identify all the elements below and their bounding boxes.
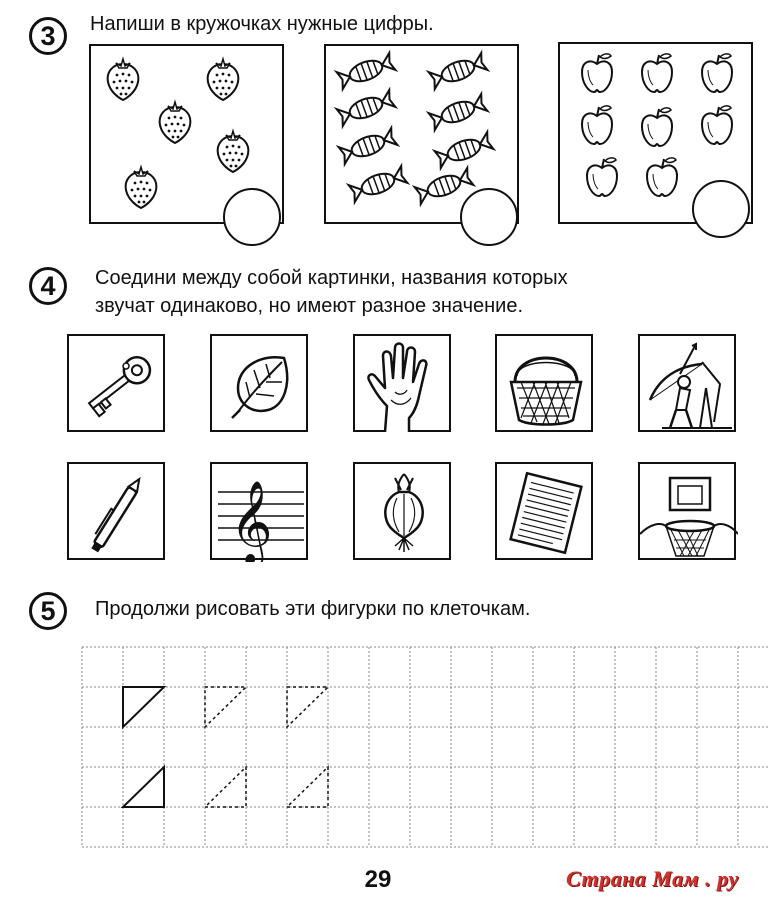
card-basket[interactable] bbox=[495, 334, 593, 432]
candy-icon bbox=[339, 128, 398, 164]
pen-icon bbox=[69, 464, 167, 562]
apple-icon bbox=[582, 106, 612, 144]
apple-icon bbox=[642, 108, 672, 146]
apple-icon bbox=[582, 54, 612, 92]
card-archer[interactable] bbox=[638, 334, 736, 432]
candy-icon bbox=[435, 132, 494, 168]
card-paper-sheet[interactable] bbox=[495, 462, 593, 560]
archer-icon bbox=[640, 336, 738, 434]
grid-svg bbox=[80, 645, 768, 850]
candy-icon bbox=[337, 53, 396, 89]
grid-lines bbox=[82, 647, 768, 847]
strawberry-icon bbox=[208, 59, 239, 100]
apple-icon bbox=[587, 158, 617, 196]
candy-icon bbox=[349, 166, 408, 202]
paper-sheet-icon bbox=[497, 464, 595, 562]
strawberry-icon bbox=[218, 131, 249, 172]
apple-icon bbox=[702, 106, 732, 144]
card-treble-clef[interactable] bbox=[210, 462, 308, 560]
onion-icon bbox=[355, 464, 453, 562]
dashed-triangle-top bbox=[205, 687, 246, 727]
task-5-number: 5 bbox=[29, 592, 67, 630]
card-leaf[interactable] bbox=[210, 334, 308, 432]
card-pen[interactable] bbox=[67, 462, 165, 560]
dashed-triangle-bottom bbox=[287, 767, 328, 807]
apple-icon bbox=[647, 158, 677, 196]
task-4-instruction-line1: Соедини между собой картинки, названия которых bbox=[95, 267, 568, 289]
candy-icon bbox=[415, 168, 474, 204]
task-4-instruction-line2: звучат одинаково, но имеют разное значение. bbox=[95, 295, 524, 317]
strawberry-answer-circle[interactable] bbox=[223, 188, 281, 246]
key-icon bbox=[69, 336, 167, 434]
leaf-icon bbox=[212, 336, 310, 434]
card-key[interactable] bbox=[67, 334, 165, 432]
drawing-grid[interactable] bbox=[80, 645, 768, 855]
solid-triangle-top bbox=[123, 687, 164, 727]
svg-text:𝄞: 𝄞 bbox=[230, 479, 273, 562]
candy-count-box bbox=[324, 44, 519, 224]
apple-icon bbox=[642, 54, 672, 92]
strawberry-icon bbox=[108, 59, 139, 100]
strawberry-icon bbox=[126, 167, 157, 208]
task-3-number: 3 bbox=[29, 17, 67, 55]
card-basketball-hoop[interactable] bbox=[638, 462, 736, 560]
apple-icon bbox=[702, 54, 732, 92]
task-3-instruction: Напиши в кружочках нужные цифры. bbox=[90, 13, 434, 35]
task-4-number: 4 bbox=[29, 267, 67, 305]
dashed-triangle-bottom bbox=[205, 767, 246, 807]
site-watermark: Страна Мам . ру bbox=[566, 866, 739, 891]
basket-icon bbox=[497, 336, 595, 434]
strawberry-count-box bbox=[89, 44, 284, 224]
card-onion[interactable] bbox=[353, 462, 451, 560]
candy-answer-circle[interactable] bbox=[460, 188, 518, 246]
dashed-triangle-top bbox=[287, 687, 328, 727]
candy-icon bbox=[337, 90, 396, 126]
page-number: 29 bbox=[364, 866, 392, 893]
basketball-hoop-icon bbox=[640, 464, 738, 562]
card-hand[interactable] bbox=[353, 334, 451, 432]
task-5-instruction: Продолжи рисовать эти фигурки по клеточкам. bbox=[95, 598, 531, 620]
strawberry-icon bbox=[160, 102, 191, 143]
apple-count-box bbox=[558, 42, 753, 224]
hand-icon bbox=[355, 336, 453, 434]
apple-answer-circle[interactable] bbox=[692, 180, 750, 238]
solid-triangle-bottom bbox=[123, 767, 164, 807]
treble-clef-icon bbox=[212, 464, 310, 562]
candy-icon bbox=[429, 94, 488, 130]
candy-icon bbox=[429, 53, 488, 89]
